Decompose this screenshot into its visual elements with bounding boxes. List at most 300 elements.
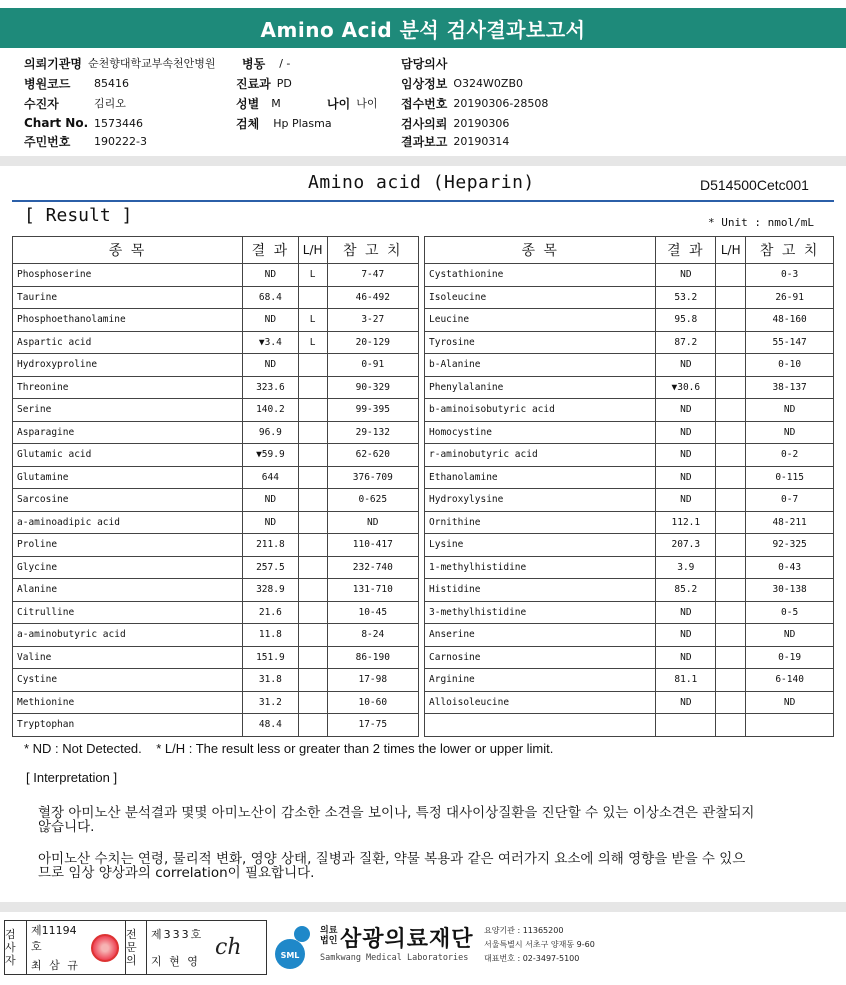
amino-acid-name: Citrulline bbox=[13, 601, 243, 624]
amino-acid-name: 1-methylhistidine bbox=[425, 556, 656, 579]
amino-acid-name: Aspartic acid bbox=[13, 331, 243, 354]
amino-acid-name: Hydroxylysine bbox=[425, 489, 656, 512]
amino-acid-name: Serine bbox=[13, 399, 243, 422]
footer-separator-band bbox=[0, 902, 846, 912]
lh-flag bbox=[716, 556, 746, 579]
lh-flag bbox=[298, 556, 327, 579]
lh-flag bbox=[298, 601, 327, 624]
specimen-row bbox=[236, 114, 332, 132]
reference-range: 26-91 bbox=[746, 286, 834, 309]
age-value: 나이 bbox=[356, 97, 378, 110]
specimen-label: 검체 bbox=[236, 116, 260, 131]
table-row bbox=[13, 489, 419, 512]
table-row bbox=[425, 309, 834, 332]
request-date-row bbox=[401, 114, 509, 132]
lh-flag bbox=[298, 376, 327, 399]
table-row bbox=[425, 421, 834, 444]
department-value: PD bbox=[276, 76, 292, 90]
sml-logo-icon bbox=[274, 924, 314, 970]
examiner-license: 제11194호 bbox=[31, 924, 77, 954]
amino-acid-name: Taurine bbox=[13, 286, 243, 309]
result-value: 85.2 bbox=[656, 579, 716, 602]
department-label: 진료과 bbox=[236, 76, 271, 91]
amino-acid-name: Methionine bbox=[13, 691, 243, 714]
lab-address: 서울특별시 서초구 양재동 9-60 bbox=[484, 940, 595, 949]
amino-acid-name: Glutamic acid bbox=[13, 444, 243, 467]
reference-range bbox=[746, 714, 834, 737]
result-value: ND bbox=[656, 624, 716, 647]
amino-acid-name: Ornithine bbox=[425, 511, 656, 534]
interpretation-paragraph-1: 혈장 아미노산 분석결과 몇몇 아미노산이 감소한 소견을 보이나, 특정 대사이상질환을 진단할 수 있는 이상소견은 관찰되지 않습니다. bbox=[38, 805, 755, 835]
header-reference: 참 고 치 bbox=[746, 237, 834, 264]
interpretation-paragraph-2: 아미노산 수치는 연령, 물리적 변화, 영양 상태, 질병과 질환, 약물 복용과 같은 여러가지 요소에 의해 영향을 받을 수 있으므로 임상 양상과의 correlation이 필요합니다. bbox=[38, 851, 746, 881]
lh-flag bbox=[716, 511, 746, 534]
specialist-label: 전문의 bbox=[125, 921, 147, 974]
amino-acid-name: Threonine bbox=[13, 376, 243, 399]
reference-range: 92-325 bbox=[746, 534, 834, 557]
reference-range: 10-45 bbox=[327, 601, 418, 624]
amino-acid-name: Proline bbox=[13, 534, 243, 557]
result-value: 207.3 bbox=[656, 534, 716, 557]
table-row bbox=[13, 309, 419, 332]
result-value: 644 bbox=[242, 466, 298, 489]
amino-acid-name: Anserine bbox=[425, 624, 656, 647]
result-value bbox=[656, 714, 716, 737]
right-table-body bbox=[425, 264, 834, 737]
reference-range: 232-740 bbox=[327, 556, 418, 579]
table-row bbox=[425, 354, 834, 377]
table-row bbox=[13, 601, 419, 624]
resident-no-row bbox=[24, 132, 147, 150]
examiner-cell bbox=[27, 921, 85, 974]
hospital-code-row bbox=[24, 74, 129, 92]
lh-flag: L bbox=[298, 309, 327, 332]
table-row bbox=[13, 511, 419, 534]
table-row bbox=[13, 534, 419, 557]
result-value: 328.9 bbox=[242, 579, 298, 602]
examiner-label: 검사자 bbox=[5, 921, 27, 974]
table-row bbox=[13, 421, 419, 444]
lh-flag bbox=[298, 691, 327, 714]
reference-range: 55-147 bbox=[746, 331, 834, 354]
amino-acid-name: Phosphoserine bbox=[13, 264, 243, 287]
amino-acid-name: Phenylalanine bbox=[425, 376, 656, 399]
ward-row bbox=[242, 54, 290, 72]
specimen-value: Hp Plasma bbox=[273, 116, 332, 130]
lh-flag bbox=[716, 646, 746, 669]
amino-acid-name: Tyrosine bbox=[425, 331, 656, 354]
lh-flag bbox=[716, 444, 746, 467]
reference-range: 0-10 bbox=[746, 354, 834, 377]
reference-range: ND bbox=[746, 399, 834, 422]
table-row bbox=[425, 511, 834, 534]
amino-acid-name: Arginine bbox=[425, 669, 656, 692]
lh-flag: L bbox=[298, 264, 327, 287]
reference-range: 38-137 bbox=[746, 376, 834, 399]
chart-no-row bbox=[24, 114, 143, 132]
reference-range: 0-115 bbox=[746, 466, 834, 489]
amino-acid-name: b-Alanine bbox=[425, 354, 656, 377]
amino-acid-name: Cystathionine bbox=[425, 264, 656, 287]
lh-flag bbox=[298, 399, 327, 422]
result-value: ▼30.6 bbox=[656, 376, 716, 399]
department-row bbox=[236, 74, 292, 92]
result-value: ND bbox=[242, 354, 298, 377]
header-item: 종 목 bbox=[13, 237, 243, 264]
report-date-value: 20190314 bbox=[453, 134, 510, 148]
lh-flag bbox=[298, 669, 327, 692]
lh-flag bbox=[298, 489, 327, 512]
result-value: 53.2 bbox=[656, 286, 716, 309]
lab-phone: 대표번호 : 02-3497-5100 bbox=[484, 954, 580, 963]
result-value: 31.2 bbox=[242, 691, 298, 714]
reference-range: 8-24 bbox=[327, 624, 418, 647]
test-code: D514500Cetc001 bbox=[700, 177, 809, 193]
sex-value: M bbox=[271, 96, 281, 110]
interpretation-title: [ Interpretation ] bbox=[26, 770, 118, 785]
amino-acid-name: 3-methylhistidine bbox=[425, 601, 656, 624]
divider-line bbox=[12, 200, 834, 202]
result-value: ▼59.9 bbox=[242, 444, 298, 467]
report-title: Amino Acid 분석 검사결과보고서 bbox=[0, 8, 846, 48]
doctor-row bbox=[401, 54, 453, 72]
amino-acid-name: Leucine bbox=[425, 309, 656, 332]
reference-range: 0-3 bbox=[746, 264, 834, 287]
specialist-license: 제333호 bbox=[151, 928, 204, 942]
reference-range: 99-395 bbox=[327, 399, 418, 422]
table-row bbox=[13, 466, 419, 489]
table-row bbox=[13, 331, 419, 354]
amino-acid-name: r-aminobutyric acid bbox=[425, 444, 656, 467]
lh-flag bbox=[298, 579, 327, 602]
lh-flag bbox=[716, 624, 746, 647]
lh-flag bbox=[716, 534, 746, 557]
header-lh: L/H bbox=[716, 237, 746, 264]
amino-acid-name: a-aminobutyric acid bbox=[13, 624, 243, 647]
patient-value: 김리오 bbox=[94, 97, 126, 110]
table-row bbox=[425, 264, 834, 287]
reference-range: 86-190 bbox=[327, 646, 418, 669]
result-value: ND bbox=[656, 489, 716, 512]
lab-contact bbox=[484, 924, 595, 966]
table-row bbox=[13, 691, 419, 714]
logo-text: SML bbox=[280, 951, 300, 960]
result-value: 112.1 bbox=[656, 511, 716, 534]
resident-no-value: 190222-3 bbox=[94, 134, 147, 148]
reference-range: 48-160 bbox=[746, 309, 834, 332]
table-row bbox=[13, 264, 419, 287]
table-row bbox=[13, 556, 419, 579]
lh-flag: L bbox=[298, 331, 327, 354]
reference-range: 6-140 bbox=[746, 669, 834, 692]
lh-flag bbox=[716, 601, 746, 624]
reference-range: 17-98 bbox=[327, 669, 418, 692]
table-row bbox=[425, 601, 834, 624]
table-row bbox=[425, 669, 834, 692]
lh-flag bbox=[298, 421, 327, 444]
reference-range: 376-709 bbox=[327, 466, 418, 489]
result-value: 151.9 bbox=[242, 646, 298, 669]
report-date-row bbox=[401, 132, 509, 150]
patient-label: 수진자 bbox=[24, 96, 59, 111]
reference-range: 46-492 bbox=[327, 286, 418, 309]
lh-flag bbox=[298, 466, 327, 489]
specialist-name: 지 현 영 bbox=[151, 954, 200, 968]
reference-range: 131-710 bbox=[327, 579, 418, 602]
reference-range: 0-7 bbox=[746, 489, 834, 512]
result-value: 257.5 bbox=[242, 556, 298, 579]
reference-range: 17-75 bbox=[327, 714, 418, 737]
reference-range: 3-27 bbox=[327, 309, 418, 332]
result-value: 48.4 bbox=[242, 714, 298, 737]
result-title: [ Result ] bbox=[24, 205, 133, 226]
receipt-row bbox=[401, 94, 548, 112]
amino-acid-name: Carnosine bbox=[425, 646, 656, 669]
result-value: ND bbox=[242, 511, 298, 534]
receipt-label: 접수번호 bbox=[401, 96, 448, 111]
left-table-body bbox=[13, 264, 419, 737]
table-row bbox=[13, 579, 419, 602]
reference-range: 0-91 bbox=[327, 354, 418, 377]
amino-acid-name: Asparagine bbox=[13, 421, 243, 444]
table-row bbox=[425, 691, 834, 714]
specialist-cell bbox=[147, 921, 207, 974]
lh-flag bbox=[716, 489, 746, 512]
result-value: 211.8 bbox=[242, 534, 298, 557]
amino-acid-name: Glycine bbox=[13, 556, 243, 579]
reference-range: 0-5 bbox=[746, 601, 834, 624]
result-value: 68.4 bbox=[242, 286, 298, 309]
reference-range: ND bbox=[746, 421, 834, 444]
lh-flag bbox=[298, 624, 327, 647]
ward-label: 병동 bbox=[242, 56, 266, 71]
lh-flag bbox=[716, 309, 746, 332]
receipt-value: 20190306-28508 bbox=[453, 96, 549, 110]
lh-flag bbox=[716, 286, 746, 309]
request-date-label: 검사의뢰 bbox=[401, 116, 448, 131]
header-reference: 참 고 치 bbox=[327, 237, 418, 264]
amino-acid-name bbox=[425, 714, 656, 737]
amino-acid-name: Hydroxyproline bbox=[13, 354, 243, 377]
reference-range: 110-417 bbox=[327, 534, 418, 557]
amino-acid-name: Homocystine bbox=[425, 421, 656, 444]
table-row bbox=[13, 444, 419, 467]
institution-row bbox=[24, 54, 215, 72]
seal-stamp bbox=[91, 934, 119, 962]
result-value: ND bbox=[242, 264, 298, 287]
clinical-info-value: O324W0ZB0 bbox=[453, 76, 523, 90]
result-value: 3.9 bbox=[656, 556, 716, 579]
table-row bbox=[425, 331, 834, 354]
result-value: 87.2 bbox=[656, 331, 716, 354]
lh-flag bbox=[298, 646, 327, 669]
lh-flag bbox=[716, 354, 746, 377]
reference-range: 0-2 bbox=[746, 444, 834, 467]
amino-acid-name: Sarcosine bbox=[13, 489, 243, 512]
table-row bbox=[425, 466, 834, 489]
table-row bbox=[13, 286, 419, 309]
result-table-left bbox=[12, 236, 419, 737]
lh-flag bbox=[716, 264, 746, 287]
table-row bbox=[425, 556, 834, 579]
reference-range: 30-138 bbox=[746, 579, 834, 602]
amino-acid-name: Alanine bbox=[13, 579, 243, 602]
reference-range: ND bbox=[746, 691, 834, 714]
lh-flag bbox=[716, 669, 746, 692]
lh-flag bbox=[716, 691, 746, 714]
amino-acid-name: b-aminoisobutyric acid bbox=[425, 399, 656, 422]
result-value: ND bbox=[242, 309, 298, 332]
lh-flag bbox=[298, 354, 327, 377]
lab-code: 요양기관 : 11365200 bbox=[484, 926, 564, 935]
age-label: 나이 bbox=[327, 96, 351, 111]
hospital-code-value: 85416 bbox=[94, 76, 129, 90]
separator-band bbox=[0, 156, 846, 166]
result-value: ND bbox=[242, 489, 298, 512]
table-row bbox=[425, 444, 834, 467]
reference-range: 0-625 bbox=[327, 489, 418, 512]
examiner-name: 최 삼 규 bbox=[31, 958, 80, 972]
amino-acid-name: Cystine bbox=[13, 669, 243, 692]
table-row bbox=[13, 669, 419, 692]
reference-range: ND bbox=[327, 511, 418, 534]
result-value: ND bbox=[656, 444, 716, 467]
result-value: 95.8 bbox=[656, 309, 716, 332]
chart-no-value: 1573446 bbox=[94, 116, 143, 130]
amino-acid-name: Lysine bbox=[425, 534, 656, 557]
amino-acid-name: Alloisoleucine bbox=[425, 691, 656, 714]
result-value: ND bbox=[656, 691, 716, 714]
table-row bbox=[425, 646, 834, 669]
result-value: ND bbox=[656, 354, 716, 377]
lab-name: 삼광의료재단 bbox=[340, 927, 474, 952]
table-row bbox=[425, 624, 834, 647]
reference-range: 0-43 bbox=[746, 556, 834, 579]
result-value: ND bbox=[656, 399, 716, 422]
clinical-info-row bbox=[401, 74, 523, 92]
lh-flag bbox=[716, 421, 746, 444]
amino-acid-name: Histidine bbox=[425, 579, 656, 602]
table-row bbox=[425, 489, 834, 512]
resident-no-label: 주민번호 bbox=[24, 134, 71, 149]
table-row bbox=[13, 624, 419, 647]
table-header-row bbox=[425, 237, 834, 264]
amino-acid-name: Isoleucine bbox=[425, 286, 656, 309]
hospital-code-label: 병원코드 bbox=[24, 76, 71, 91]
sex-row bbox=[236, 94, 281, 112]
lh-flag bbox=[298, 444, 327, 467]
table-row bbox=[13, 399, 419, 422]
chart-no-label: Chart No. bbox=[24, 116, 89, 130]
result-value: ND bbox=[656, 421, 716, 444]
table-row bbox=[425, 714, 834, 737]
institution-label: 의뢰기관명 bbox=[24, 56, 82, 71]
test-heading: Amino acid (Heparin) bbox=[308, 172, 535, 193]
report-date-label: 결과보고 bbox=[401, 134, 448, 149]
reference-range: 20-129 bbox=[327, 331, 418, 354]
institution-value: 순천향대학교부속천안병원 bbox=[87, 57, 216, 70]
result-value: 21.6 bbox=[242, 601, 298, 624]
table-row bbox=[425, 579, 834, 602]
result-value: ▼3.4 bbox=[242, 331, 298, 354]
reference-range: 62-620 bbox=[327, 444, 418, 467]
table-header-row bbox=[13, 237, 419, 264]
lh-flag bbox=[716, 331, 746, 354]
lh-flag bbox=[716, 714, 746, 737]
unit-label: * Unit : nmol/mL bbox=[708, 216, 814, 229]
lh-flag bbox=[716, 579, 746, 602]
reference-range: 7-47 bbox=[327, 264, 418, 287]
table-row bbox=[13, 376, 419, 399]
amino-acid-name: Valine bbox=[13, 646, 243, 669]
footnote: * ND : Not Detected. * L/H : The result less or greater than 2 times the lower or upper limit. bbox=[24, 741, 554, 756]
header-result: 결 과 bbox=[242, 237, 298, 264]
patient-row bbox=[24, 94, 126, 112]
result-value: 11.8 bbox=[242, 624, 298, 647]
lh-flag bbox=[716, 399, 746, 422]
ward-value: / - bbox=[279, 56, 291, 70]
result-value: 81.1 bbox=[656, 669, 716, 692]
table-row bbox=[425, 399, 834, 422]
lab-english-name: Samkwang Medical Laboratories bbox=[320, 953, 469, 963]
header-item: 종 목 bbox=[425, 237, 656, 264]
signature-mark: ch bbox=[215, 935, 242, 960]
lh-flag bbox=[298, 714, 327, 737]
reference-range: 0-19 bbox=[746, 646, 834, 669]
amino-acid-name: Tryptophan bbox=[13, 714, 243, 737]
amino-acid-name: Glutamine bbox=[13, 466, 243, 489]
sex-label: 성별 bbox=[236, 96, 260, 111]
lab-corp-label: 의료법인 bbox=[320, 926, 338, 946]
result-value: ND bbox=[656, 466, 716, 489]
lh-flag bbox=[716, 466, 746, 489]
reference-range: 48-211 bbox=[746, 511, 834, 534]
clinical-info-label: 임상정보 bbox=[401, 76, 448, 91]
amino-acid-name: Ethanolamine bbox=[425, 466, 656, 489]
header-lh: L/H bbox=[298, 237, 327, 264]
reference-range: ND bbox=[746, 624, 834, 647]
reference-range: 90-329 bbox=[327, 376, 418, 399]
table-row bbox=[13, 714, 419, 737]
result-value: ND bbox=[656, 601, 716, 624]
result-value: 31.8 bbox=[242, 669, 298, 692]
result-value: 140.2 bbox=[242, 399, 298, 422]
result-value: 96.9 bbox=[242, 421, 298, 444]
reference-range: 29-132 bbox=[327, 421, 418, 444]
table-row bbox=[425, 376, 834, 399]
table-row bbox=[13, 354, 419, 377]
amino-acid-name: Phosphoethanolamine bbox=[13, 309, 243, 332]
table-row bbox=[13, 646, 419, 669]
result-value: 323.6 bbox=[242, 376, 298, 399]
reference-range: 10-60 bbox=[327, 691, 418, 714]
lh-flag bbox=[298, 286, 327, 309]
result-value: ND bbox=[656, 646, 716, 669]
request-date-value: 20190306 bbox=[453, 116, 510, 130]
table-row bbox=[425, 534, 834, 557]
doctor-label: 담당의사 bbox=[401, 56, 448, 71]
signature-box bbox=[4, 920, 267, 975]
header-result: 결 과 bbox=[656, 237, 716, 264]
age-row bbox=[327, 94, 377, 112]
lh-flag bbox=[298, 534, 327, 557]
lh-flag bbox=[716, 376, 746, 399]
lh-flag bbox=[298, 511, 327, 534]
result-value: ND bbox=[656, 264, 716, 287]
amino-acid-name: a-aminoadipic acid bbox=[13, 511, 243, 534]
table-row bbox=[425, 286, 834, 309]
result-table-right bbox=[424, 236, 834, 737]
